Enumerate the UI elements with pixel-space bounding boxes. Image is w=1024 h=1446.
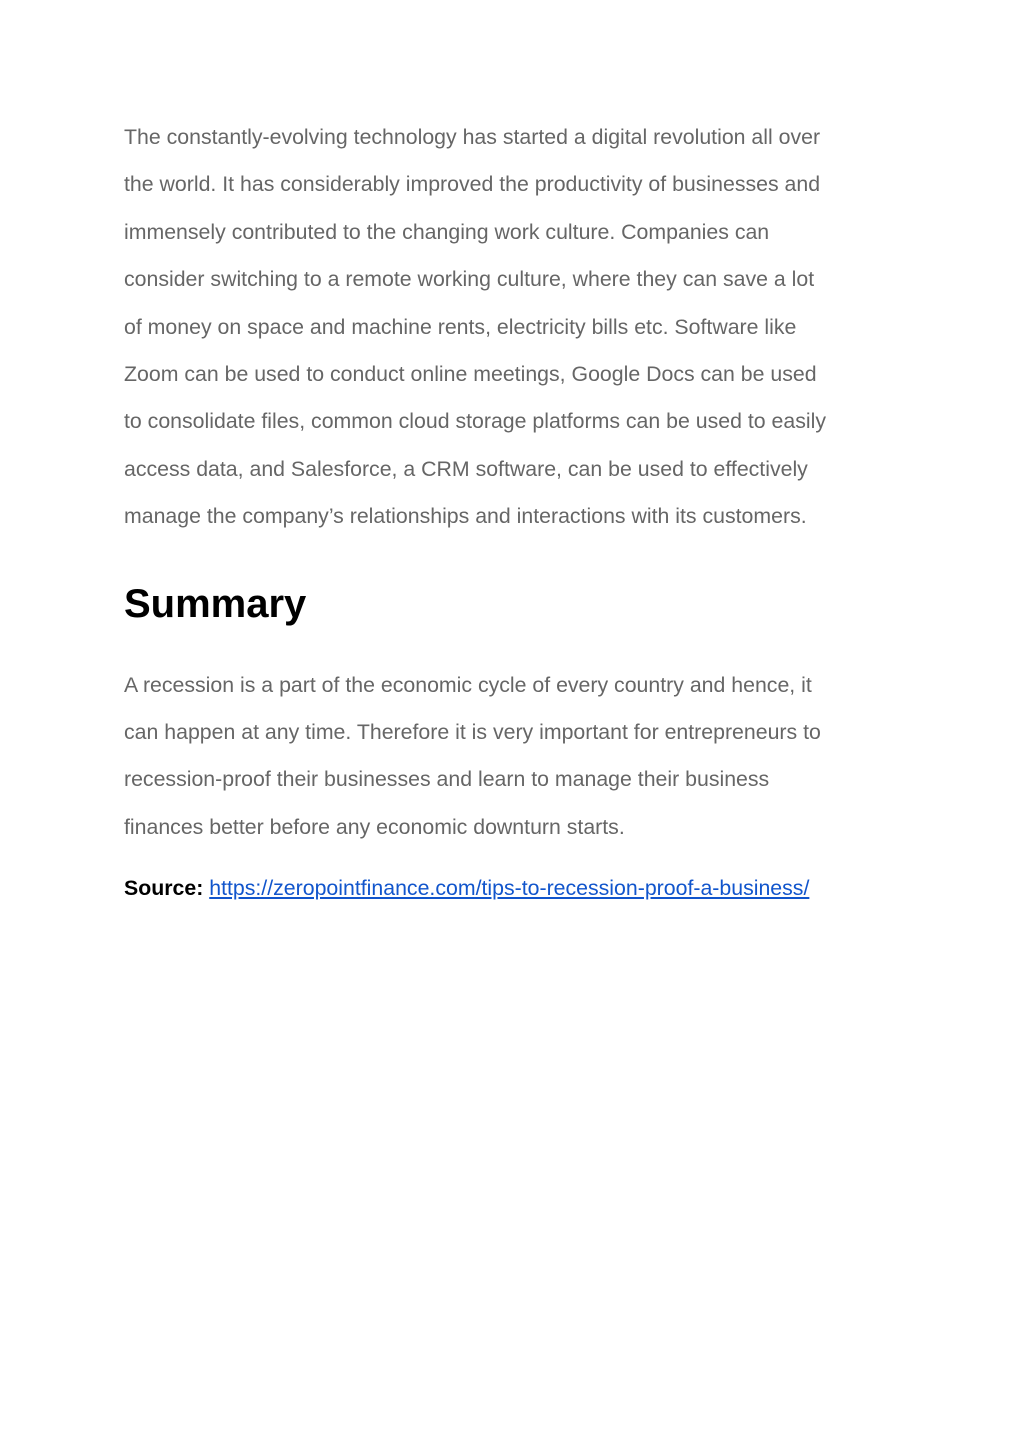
intro-paragraph (124, 114, 904, 541)
paragraph-line: A recession is a part of the economic cycle of every country and hence, it (124, 672, 812, 697)
paragraph-line: consider switching to a remote working culture, where they can save a lot (124, 267, 815, 292)
paragraph-line: The constantly-evolving technology has started a digital revolution all over (124, 125, 821, 149)
paragraph-line: to consolidate files, common cloud storage platforms can be used to easily (124, 409, 826, 434)
source-link[interactable]: https://zeropointfinance.com/tips-to-recession-proof-a-business/ (209, 876, 810, 901)
paragraph-line: of money on space and machine rents, electricity bills etc. Software like (124, 314, 797, 339)
paragraph-line: can happen at any time. Therefore it is very important for entrepreneurs to (124, 720, 821, 745)
source-label: Source: (124, 876, 204, 901)
paragraph-line: access data, and Salesforce, a CRM software, can be used to effectively (124, 456, 808, 481)
source-line (124, 872, 904, 904)
paragraph-line: Zoom can be used to conduct online meetings, Google Docs can be used (124, 362, 817, 387)
document-page (124, 114, 904, 904)
paragraph-line: recession-proof their businesses and learn to manage their business (124, 767, 770, 792)
paragraph-line: the world. It has considerably improved the productivity of businesses and (124, 172, 821, 197)
summary-paragraph (124, 662, 904, 852)
paragraph-line: finances better before any economic downturn starts. (124, 814, 625, 839)
summary-heading: Summary (124, 581, 307, 626)
paragraph-line: manage the company’s relationships and interactions with its customers. (124, 504, 807, 529)
paragraph-line: immensely contributed to the changing work culture. Companies can (124, 219, 770, 244)
